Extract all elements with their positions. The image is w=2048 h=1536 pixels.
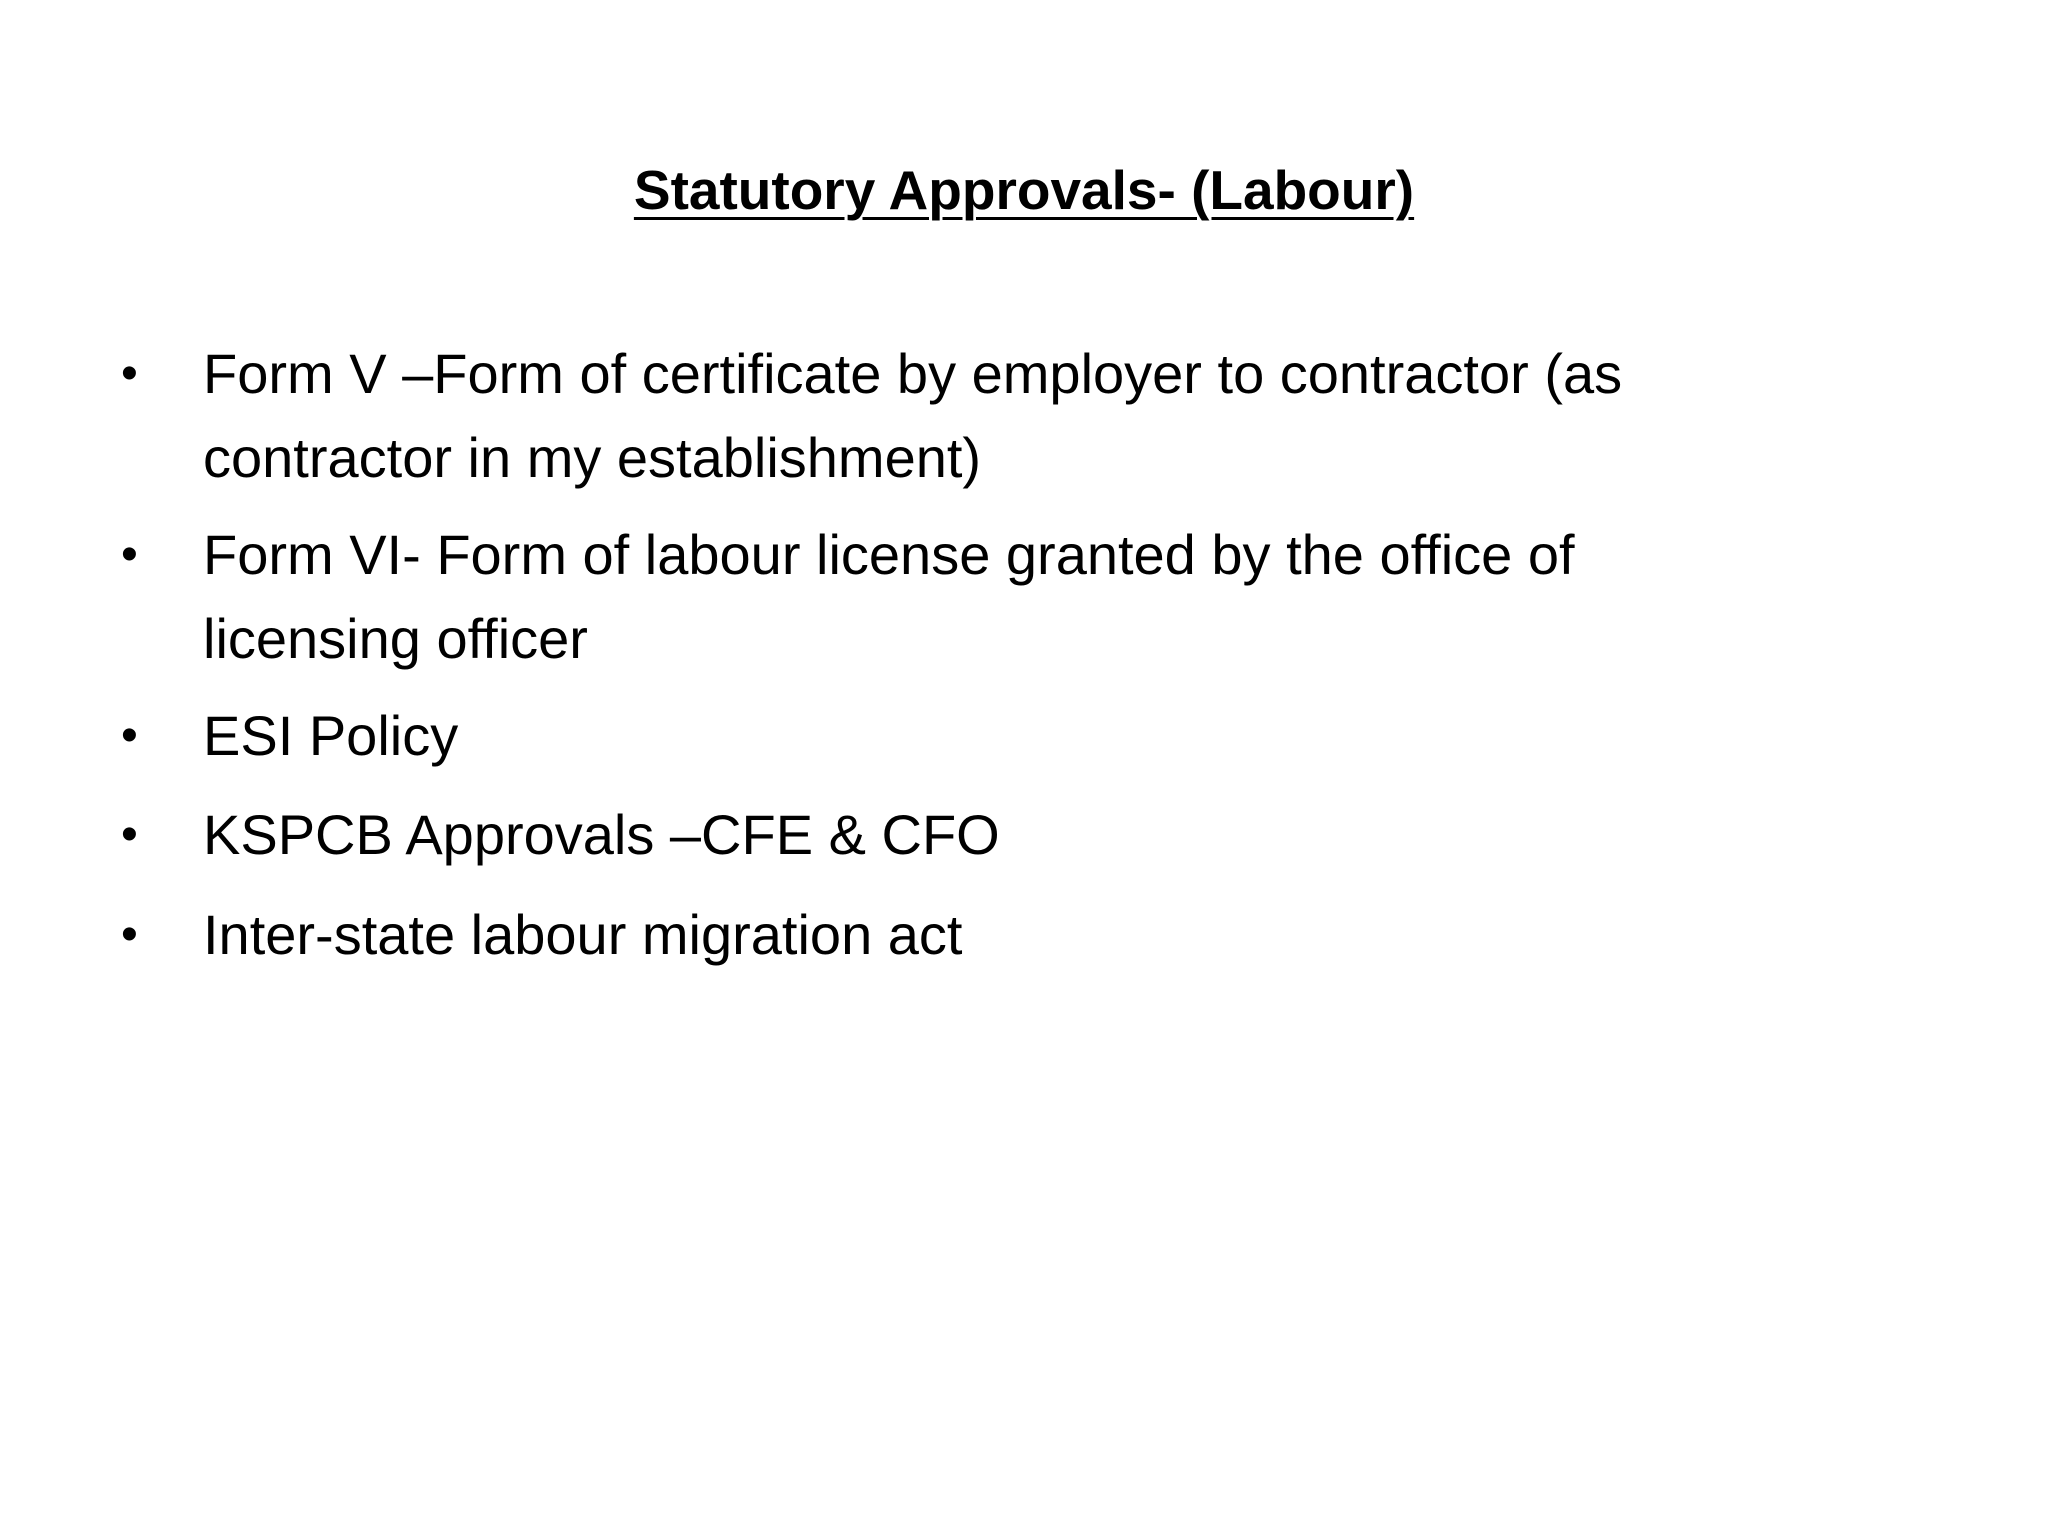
- bullet-icon: •: [121, 709, 138, 762]
- bullet-text: [203, 893, 1903, 977]
- bullet-icon: •: [121, 528, 138, 581]
- bullet-line: Form V –Form of certificate by employer to contractor (as: [203, 342, 1623, 405]
- bullet-line: Inter-state labour migration act: [203, 903, 963, 966]
- bullet-icon: •: [121, 808, 138, 861]
- bullet-text: [203, 694, 1903, 778]
- bullet-text: [203, 793, 1903, 877]
- bullet-line: contractor in my establishment): [203, 426, 982, 489]
- bullet-text: [203, 332, 1903, 500]
- bullet-line: ESI Policy: [203, 704, 459, 767]
- bullet-text: [203, 513, 1903, 681]
- bullet-line: licensing officer: [203, 607, 588, 670]
- slide-title: Statutory Approvals- (Labour): [633, 159, 1415, 221]
- bullet-line: KSPCB Approvals –CFE & CFO: [203, 803, 1000, 866]
- bullet-line: Form VI- Form of labour license granted by the office of: [203, 523, 1575, 586]
- bullet-icon: •: [121, 908, 138, 961]
- bullet-icon: •: [121, 347, 138, 400]
